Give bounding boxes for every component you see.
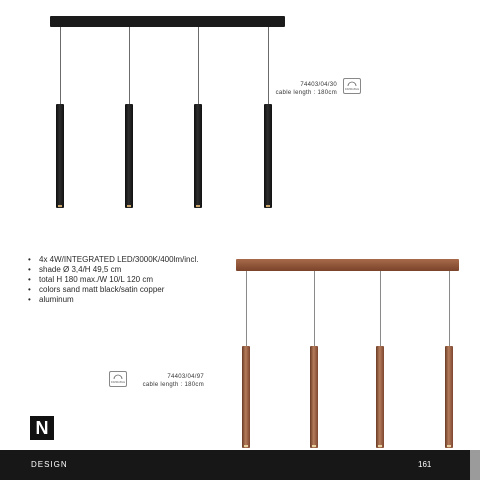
bottom-cable-length: cable length : 180cm: [142, 382, 204, 388]
black-tube-shade: [264, 104, 272, 208]
n-badge: N: [30, 416, 54, 440]
section-title: DESIGN: [31, 460, 68, 469]
top-product-label: [262, 81, 337, 97]
spec-item: • 4x 4W/INTEGRATED LED/3000K/400lm/incl.: [28, 255, 248, 265]
cable: [449, 271, 450, 346]
edge-tab: [470, 450, 480, 480]
cable: [314, 271, 315, 346]
dimmable-icon-text: DIMMABLE: [344, 88, 360, 91]
footer-bar: [0, 450, 480, 480]
cable: [60, 27, 61, 104]
dimmable-icon: [109, 371, 127, 387]
copper-canopy: [236, 259, 459, 271]
page-number: 161: [418, 460, 432, 469]
black-tube-shade: [125, 104, 133, 208]
spec-item: • shade Ø 3,4/H 49,5 cm: [28, 265, 248, 275]
dimmable-icon: [343, 78, 361, 94]
cable: [198, 27, 199, 104]
black-tube-shade: [56, 104, 64, 208]
copper-pendant-fixture: [0, 250, 480, 450]
black-pendant-fixture: [0, 0, 480, 220]
bottom-product-label: [128, 373, 204, 389]
copper-tube-shade: [242, 346, 250, 448]
cable: [380, 271, 381, 346]
cable: [129, 27, 130, 104]
top-cable-length: cable length : 180cm: [275, 90, 337, 96]
dimmable-icon-text: DIMMABLE: [110, 381, 126, 384]
copper-tube-shade: [376, 346, 384, 448]
black-tube-shade: [194, 104, 202, 208]
black-canopy: [50, 16, 285, 27]
copper-tube-shade: [310, 346, 318, 448]
copper-tube-shade: [445, 346, 453, 448]
top-product-code: 74403/04/30: [300, 82, 337, 88]
spec-item: • total H 180 max./W 10/L 120 cm: [28, 275, 248, 285]
bottom-product-code: 74403/04/97: [167, 374, 204, 380]
spec-item: • aluminum: [28, 295, 248, 305]
spec-item: • colors sand matt black/satin copper: [28, 285, 248, 295]
cable: [246, 271, 247, 346]
